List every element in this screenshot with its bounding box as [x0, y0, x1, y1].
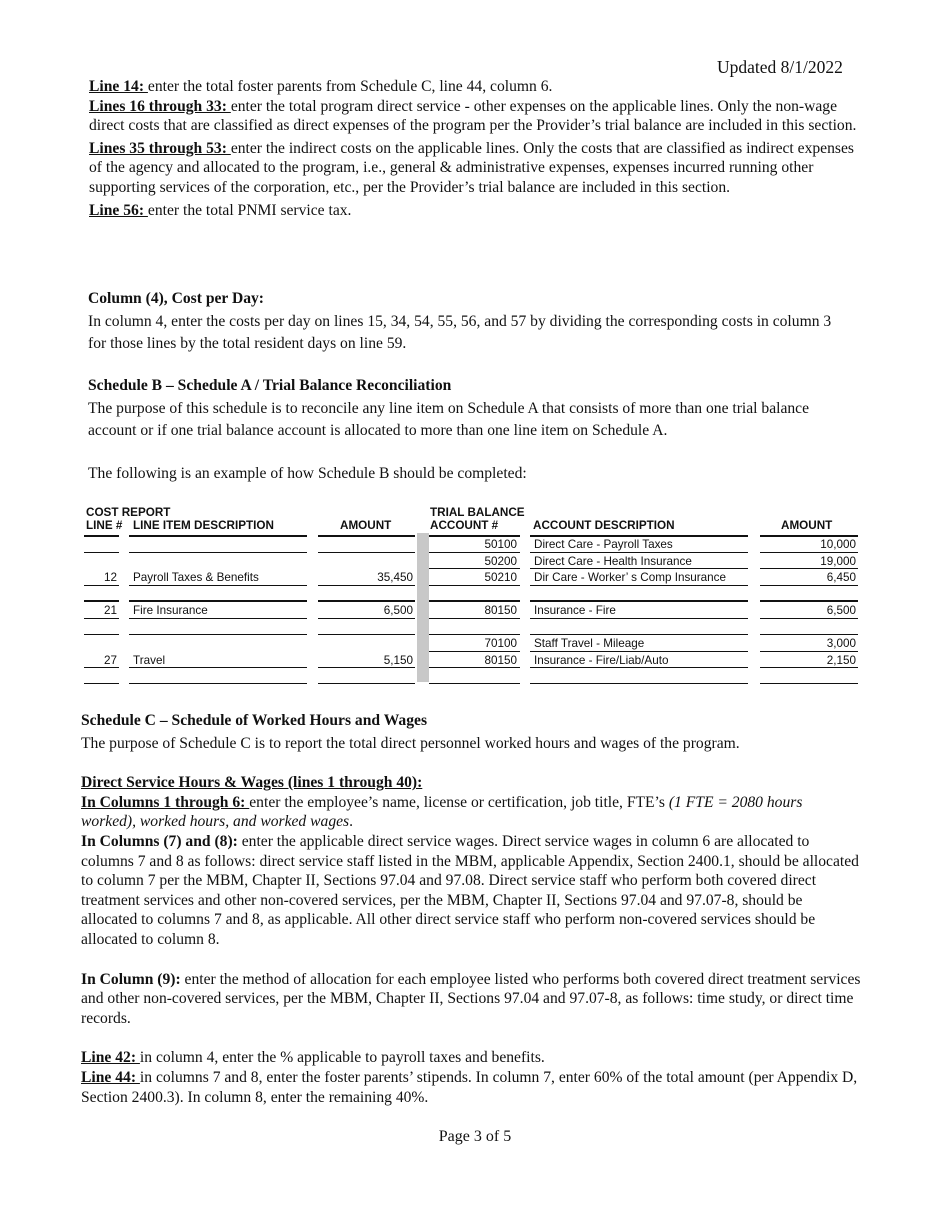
table-rule [760, 667, 858, 668]
schedule-b-example-table [84, 506, 860, 686]
line56-para [89, 201, 864, 221]
table-rule [129, 552, 307, 553]
line44-text: in columns 7 and 8, enter the foster parents’ stipends. In column 7, enter 60% of the total amount (per Appendix D, Section 2400.3). In column 8, enter the remaining 40%. [81, 1068, 858, 1106]
tb-amount-cell: 2,150 [826, 654, 856, 667]
tb-account-desc-cell: Direct Care - Health Insurance [534, 555, 692, 568]
schedule-c-text: The purpose of Schedule C is to report the total direct personnel worked hours and wages of the program. [81, 734, 740, 752]
table-rule [760, 618, 858, 619]
line-item-desc-cell: Payroll Taxes & Benefits [133, 571, 259, 584]
tb-account-desc-cell: Dir Care - Worker’ s Comp Insurance [534, 571, 727, 584]
table-rule [318, 585, 415, 586]
line14-text: enter the total foster parents from Schedule C, line 44, column 6. [147, 78, 553, 95]
table-rule [318, 618, 415, 619]
column4-section [88, 288, 848, 356]
table-rule [129, 683, 307, 684]
table-rule [530, 667, 748, 668]
tb-account-desc-cell: Direct Care - Payroll Taxes [534, 538, 673, 551]
table-rule [429, 667, 520, 668]
columns-1-6-label: In Columns 1 through 6: [81, 793, 250, 811]
line14-para [89, 77, 864, 97]
table-rule [318, 683, 415, 684]
table-rule [129, 634, 307, 635]
hdr-account-desc: ACCOUNT DESCRIPTION [533, 519, 675, 532]
line56-label: Line 56: [89, 201, 148, 219]
line-number-cell: 12 [103, 571, 117, 584]
tb-account-cell: 50210 [484, 571, 517, 584]
table-rule [84, 600, 119, 602]
tb-account-cell: 80150 [484, 654, 517, 667]
table-rule [530, 683, 748, 684]
line-item-desc-cell: Fire Insurance [133, 604, 208, 617]
tb-amount-cell: 10,000 [820, 538, 856, 551]
table-rule [429, 651, 520, 652]
columns-1-6-para [81, 793, 861, 832]
line44-label: Line 44: [81, 1068, 140, 1086]
line14-label: Line 14: [89, 78, 148, 95]
column4-text: In column 4, enter the costs per day on lines 15, 34, 54, 55, 56, and 57 by dividing the corresponding costs in column 3 for those lines by the total resident days on line 59. [88, 312, 832, 352]
columns-1-6-italic: (1 FTE = 2080 hours worked), worked hours, and worked wages [81, 793, 803, 831]
table-rule [84, 667, 119, 668]
table-rule [530, 618, 748, 619]
hdr-amount-2: AMOUNT [781, 519, 833, 532]
table-rule [84, 618, 119, 619]
lines16-para [89, 97, 864, 136]
lines35-label: Lines 35 through 53: [89, 139, 231, 157]
tb-amount-cell: 6,500 [826, 604, 856, 617]
table-rule [429, 568, 520, 569]
schedule-b-text: The purpose of this schedule is to reconcile any line item on Schedule A that consists of more than one trial balance account or if one trial balance account is allocated to more than one line item on Schedule A. [88, 399, 810, 439]
table-rule [760, 600, 858, 602]
schedule-c-section [81, 711, 861, 1107]
column-9-text: enter the method of allocation for each employee listed who performs both covered direct treatment services and other non-covered services, per the MBM, Chapter II, Sections 97.04 and 97.07-8, as follows: time study, or direct time records. [81, 970, 861, 1027]
table-rule [429, 683, 520, 684]
lines35-para [89, 139, 864, 198]
updated-date: Updated 8/1/2022 [717, 57, 843, 77]
line42-label: Line 42: [81, 1049, 140, 1067]
hdr-cost-report: COST REPORT [86, 506, 171, 519]
hdr-desc: LINE ITEM DESCRIPTION [133, 519, 274, 532]
line56-text: enter the total PNMI service tax. [147, 201, 352, 219]
table-rule [318, 634, 415, 635]
tb-amount-cell: 6,450 [826, 571, 856, 584]
table-rule [760, 651, 858, 652]
line-number-cell: 27 [103, 654, 117, 667]
table-rule [129, 585, 307, 586]
column-9-para [81, 970, 861, 1029]
line44-para [81, 1068, 861, 1107]
lines16-text: enter the total program direct service - other expenses on the applicable lines. Only the non-wage direct costs that are classified as direct expenses of the program per the Provider’s trial balance are included in this section. [89, 97, 857, 135]
table-rule [318, 600, 415, 602]
tb-account-desc-cell: Staff Travel - Mileage [534, 637, 645, 650]
line-amount-cell: 6,500 [383, 604, 413, 617]
hdr-line: LINE # [86, 519, 123, 532]
table-rule [429, 634, 520, 635]
line-number-cell: 21 [103, 604, 117, 617]
table-rule [530, 568, 748, 569]
hdr-amount: AMOUNT [340, 519, 392, 532]
schedule-c-heading: Schedule C – Schedule of Worked Hours and Wages [81, 712, 428, 729]
column-9-label: In Column (9): [81, 970, 181, 988]
rule [84, 535, 119, 537]
table-rule [318, 552, 415, 553]
tb-account-cell: 50100 [484, 538, 517, 551]
table-rule [429, 618, 520, 619]
columns-7-8-para [81, 832, 861, 950]
rule [760, 535, 858, 537]
schedule-b-section [88, 375, 848, 485]
table-rule [84, 585, 119, 586]
columns-7-8-label: In Columns (7) and (8): [81, 832, 238, 850]
table-rule [318, 667, 415, 668]
tb-account-cell: 50200 [484, 555, 517, 568]
columns-1-6-text: enter the employee’s name, license or certification, job title, FTE’s [249, 793, 669, 811]
table-rule [530, 600, 748, 602]
tb-amount-cell: 19,000 [820, 555, 856, 568]
line-amount-cell: 35,450 [377, 571, 413, 584]
table-rule [530, 585, 748, 586]
line42-para [81, 1048, 861, 1068]
tb-account-cell: 80150 [484, 604, 517, 617]
table-rule [760, 683, 858, 684]
rule [318, 535, 415, 537]
tb-amount-cell: 3,000 [826, 637, 856, 650]
rule [530, 535, 748, 537]
rule [129, 535, 307, 537]
column4-heading: Column (4), Cost per Day: [88, 290, 265, 307]
table-rule [760, 585, 858, 586]
line-amount-cell: 5,150 [383, 654, 413, 667]
lines35-text: enter the indirect costs on the applicable lines. Only the costs that are classified as indirect expenses of the agency and allocated to the program, i.e., general & administrative expenses, expenses incurred running other supporting services of the corporation, etc., per the Provider’s trial balance are included in this section. [89, 139, 854, 196]
lines16-label: Lines 16 through 33: [89, 97, 231, 115]
line42-text: in column 4, enter the % applicable to payroll taxes and benefits. [139, 1049, 545, 1067]
tb-account-cell: 70100 [484, 637, 517, 650]
table-rule [530, 651, 748, 652]
rule [429, 535, 520, 537]
table-rule [129, 667, 307, 668]
table-rule [429, 600, 520, 602]
table-rule [530, 634, 748, 635]
direct-service-heading: Direct Service Hours & Wages (lines 1 through 40): [81, 774, 423, 792]
hdr-account-number: ACCOUNT # [430, 519, 499, 532]
table-rule [84, 634, 119, 635]
line-item-desc-cell: Travel [133, 654, 166, 667]
table-rule [429, 552, 520, 553]
page-number: Page 3 of 5 [438, 1128, 512, 1145]
table-rule [760, 552, 858, 553]
tb-account-desc-cell: Insurance - Fire/Liab/Auto [534, 654, 669, 667]
table-rule [760, 634, 858, 635]
table-rule [530, 552, 748, 553]
table-rule [760, 568, 858, 569]
columns-1-6-end: . [349, 813, 354, 831]
table-rule [129, 600, 307, 602]
hdr-trial-balance: TRIAL BALANCE [430, 506, 525, 519]
table-rule [129, 618, 307, 619]
schedule-b-heading: Schedule B – Schedule A / Trial Balance Reconciliation [88, 377, 452, 394]
column-separator [417, 533, 429, 682]
tb-account-desc-cell: Insurance - Fire [534, 604, 616, 617]
table-rule [84, 552, 119, 553]
columns-7-8-text: enter the applicable direct service wages. Direct service wages in column 6 are allocated to columns 7 and 8 as follows: direct service staff listed in the MBM, applicable Appendix, Section 2400.1, should be allocated to column 7 per the MBM, Chapter II, Sections 97.04 and 97.08. Direct service staff who perform both covered direct treatment services and other non-covered services, per the MBM, Chapter II, Sections 97.04 and 97.07-8, should be allocated to columns 7 and 8, as applicable. All other direct service staff who perform non-covered services should be allocated to column 8. [81, 832, 859, 948]
table-rule [429, 585, 520, 586]
intro-section [89, 77, 864, 220]
schedule-b-example: The following is an example of how Schedule B should be completed: [88, 464, 527, 482]
table-rule [84, 683, 119, 684]
